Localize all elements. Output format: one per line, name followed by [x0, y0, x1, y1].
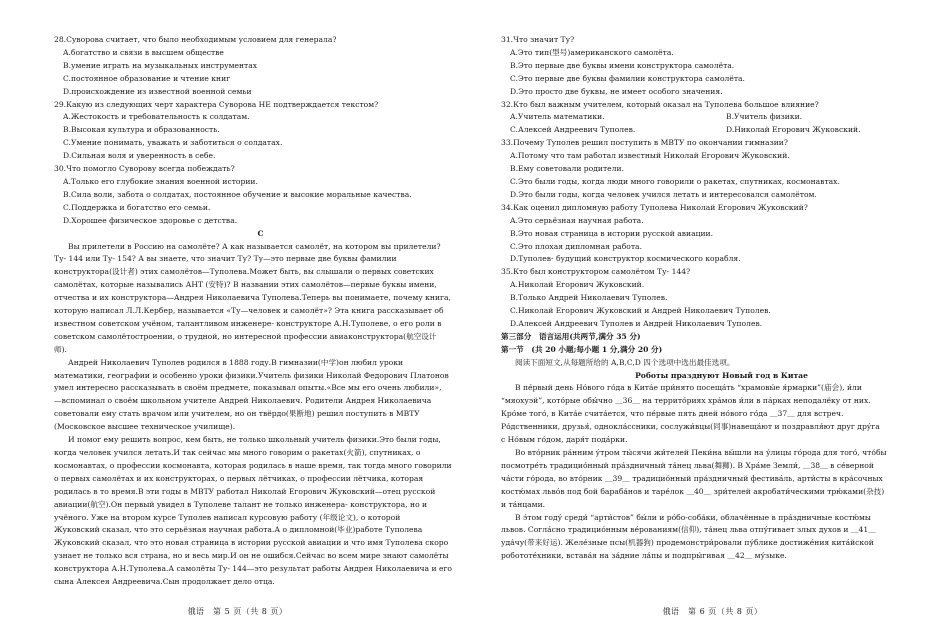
- left-text-line: B.Сила воли, забота о солдатах, постоянное обучение и высокие моральные качества.: [63, 189, 412, 199]
- right-text-line: “мяохуэй”, кото́рые обы́чно ＿36＿ на террито́риях хра́мов и́ли в па́рках неподалёку от них.: [501, 396, 871, 406]
- right-text-line: и та́нцами.: [501, 499, 546, 509]
- left-text-line: известном советском учёном, талантливом инженере- конструкторе А.Н.Туполеве, о его роли в: [54, 318, 442, 328]
- left-text-line: C.постоянное образование и чтение книг: [63, 73, 231, 83]
- left-text-line: математики, географии и особенно уроки физики.Учитель физики Николай Федорович Платонов: [54, 370, 449, 380]
- right-text-line: B.Ему советовали родители.: [510, 164, 624, 174]
- right-text-line: 第三部分 语言运用(共两节,满分 35 分): [501, 331, 641, 341]
- left-text-line: самолётах, которые назывались АНТ (安特)? В названии этих самолётов—первые буквы имени,: [54, 280, 437, 290]
- left-text-line: конструктора А.Н.Туполева.А самолёты Ту- 144—это результат работы Андрея Николаевича и его: [54, 564, 452, 574]
- left-text-line: умел интересно рассказывать в своём предмете, показывал опыты.«Все мы его очень любили»,: [54, 383, 442, 393]
- right-text-line: C.Николай Егорович Жуковский и Андрей Николаевич Туполев.: [510, 306, 771, 316]
- right-text-line: C.Это были годы, когда люди много говорили о ракетах, спутниках, космонавтах.: [510, 176, 840, 186]
- left-text-line: сына Алексея Андреевича.Сын продолжает дело отца.: [54, 577, 275, 587]
- left-text-line: космонавтах, о профессии космонавта, которая родилась в наше время, так тогда много говорили: [54, 460, 452, 470]
- left-text-line: отчества и их конструктора—Андрея Николаевича Туполева.Теперь вы понимаете, почему книга,: [54, 293, 451, 303]
- left-text-line: Ту- 144 или Ту- 154? А вы знаете, что значит Ту? Ту—это первые две буквы фамилии: [54, 254, 397, 264]
- right-page: [475, 0, 950, 631]
- right-text-line: Во вто́рник ра́нним у́тром ты́сячи жи́телей Пеки́на вы́шли на у́лицы го́рода для того́, что́бы: [515, 448, 887, 457]
- right-text-line: D.Алексей Андреевич Туполев и Андрей Николаевич Туполев.: [510, 318, 763, 328]
- left-text-line: A.Жестокость и требовательность к солдатам.: [63, 112, 250, 122]
- answer-option: A.Учитель математики.: [510, 112, 605, 122]
- right-text-line: Ро́дственники, друзья́, однокла́ссники, сослужи́вцы(同事)навеща́ют и поздравля́ют друг дру́га: [501, 422, 880, 432]
- left-text-line: A.богатство и связи в высшем обществе: [63, 47, 224, 57]
- left-text-line: B.умение играть на музыкальных инструментах: [63, 60, 258, 70]
- right-text-line: [501, 111, 942, 124]
- left-text-line: родилась в то время.В эти годы в МВТУ работал Николай Егорович Жуковский—отец русской: [54, 486, 436, 496]
- answer-option: C.Алексей Андреевич Туполев.: [510, 125, 636, 135]
- right-text-line: B.Только Андрей Николаевич Туполев.: [510, 293, 668, 303]
- right-text-line: A.Это тип(型号)американского самолёта.: [510, 47, 674, 57]
- right-text-line: [501, 124, 942, 137]
- left-text-line: C.Поддержка и богатство его семьи.: [63, 202, 211, 212]
- left-text-line: A.Только его глубокие знания военной истории.: [63, 176, 258, 186]
- right-text-line: 阅读下面短文,从每题所给的 A,B,C,D 四个选项中选出最佳选项。: [515, 357, 735, 367]
- right-text-line: B.Это первые две буквы имени конструктора самолёта.: [510, 60, 735, 70]
- right-text-line: В пе́рвый день Но́вого го́да в Кита́е при́нято посеща́ть “храмовы́е я́рмарки”(庙会), и́ли: [515, 383, 862, 393]
- left-text-line: B.Высокая культура и образованность.: [63, 125, 220, 135]
- left-text-line: Андрей Николаевич Туполев родился в 1888 году.В гимназии(中学)он любил уроки: [68, 357, 404, 367]
- left-text-line: 30.Что помогло Суворову всегда побеждать?: [54, 164, 235, 174]
- right-text-line: D.Это были годы, когда человек учился летать и интересовался самолётом.: [510, 189, 817, 199]
- left-page-footer: 俄语 第 5 页（共 8 页）: [187, 607, 288, 616]
- left-text-line: советовали ему стать врачом или учителем, но он твёрдо(果断地) решил поступить в МВТУ: [54, 409, 420, 419]
- right-text-line: с Но́вым го́дом, даря́т пода́рки.: [501, 435, 628, 445]
- left-text-line: когда человек учился летать.И так сейчас мы много говорим о ракетах(火箭), спутниках, о: [54, 448, 421, 457]
- left-text-line: И помог ему решить вопрос, кем быть, не только школьный учитель физики.Это были годы,: [68, 435, 441, 445]
- answer-option: B.Учитель физики.: [726, 112, 803, 122]
- left-text-line: (Московское высшее техническое училище).: [54, 422, 236, 432]
- right-text-line: робототе́хники, встава́я на за́дние ла́пы и подпры́гивая ＿42＿ му́зыке.: [501, 551, 787, 561]
- right-text-line: 31.Что значит Ту?: [501, 35, 575, 44]
- right-text-line: 32.Кто был важным учителем, который оказал на Туполева большое влияние?: [501, 99, 819, 109]
- right-text-line: Роботы празднуют Новый год в Китае: [635, 370, 808, 380]
- left-text-line: конструктора(设计者) этих самолётов—Туполева.Может быть, вы слышали о первых советских: [54, 267, 434, 277]
- left-text-line: Вы прилетели в Россию на самолёте? А как называется самолёт, на котором вы прилетели?: [68, 241, 441, 251]
- right-text-line: 33.Почему Туполев решил поступить в МВТУ по окончании гимназии?: [501, 138, 788, 148]
- left-text-line: 28.Суворова считает, что было необходимым условием для генерала?: [54, 35, 337, 44]
- left-text-line: 29.Какую из следующих черт характера Суворова НЕ подтверждается текстом?: [54, 99, 379, 109]
- left-text-line: D.происхождение из известной военной семьи: [63, 86, 252, 96]
- left-text-line: Жуковский сказал, что это новая страница в истории русской авиации и что имя Туполева скоро: [54, 538, 449, 548]
- right-text-line: C.Это первые две буквы фамилии конструктора самолёта.: [510, 73, 745, 83]
- right-text-line: A.Это серьёзная научная работа.: [510, 215, 644, 225]
- right-text-line: B.Это новая страница в истории русской авиации.: [510, 228, 714, 238]
- left-text-line: о первых самолётах и их конструкторах, о первых лётчиках, о профессии лётчика, которая: [54, 473, 424, 483]
- right-text-line: В э́том году́ среди́ “арти́стов” бы́ли и ро́бо-соба́ки, облачённые в пра́здничные костю́мы: [515, 512, 871, 522]
- right-page-body: [501, 34, 942, 563]
- right-text-line: Кро́ме того́, в Кита́е счита́ется, что пе́рвые пять дней но́вого го́да ＿37＿ для встреч.: [501, 409, 844, 419]
- right-text-line: 第一节 (共 20 小题;每小题 1 分,满分 20 分): [501, 344, 663, 354]
- right-text-line: 35.Кто был конструктором самолётом Ту- 144?: [501, 267, 691, 277]
- left-text-line: 师).: [54, 344, 67, 354]
- right-text-line: A.Потому что там работал известный Николай Егорович Жуковский.: [510, 151, 790, 161]
- left-text-line: D.Сильная воля и уверенность в себе.: [63, 151, 216, 161]
- answer-option: D.Николай Егорович Жуковский.: [726, 125, 861, 135]
- right-text-line: ча́сти го́рода, во вто́рник ＿39＿ традицио́нный пра́здничный фестива́ль, арти́сты в кра́сочных: [501, 473, 883, 483]
- right-text-line: львов. Согла́сно традицио́нным ве́рованиям(信仰), та́нец льва отпу́гивает злых духов и ＿41＿: [501, 525, 876, 535]
- left-text-line: D.Хорошее физическое здоровье с детства.: [63, 215, 238, 225]
- left-text-line: Жуковский сказал, что это серьёзная научная работа.А о дипломной(毕业)работе Туполева: [54, 525, 423, 535]
- right-page-footer: 俄语 第 6 页（共 8 页）: [662, 607, 763, 616]
- left-text-line: C: [257, 228, 264, 238]
- left-page-body: [54, 34, 467, 589]
- right-text-line: D.Туполев- будущий конструктор космического корабля.: [510, 254, 741, 264]
- right-text-line: 34.Как оценил дипломную работу Туполева Николай Егорович Жуковский?: [501, 202, 808, 212]
- left-text-line: которую написал Л.Л.Кербер, называется «Ту—человек и самолёт»? Эта книга рассказывает об: [54, 306, 444, 316]
- right-text-line: D.Это просто две буквы, не имеет особого значения.: [510, 86, 723, 96]
- right-text-line: уда́чу(带来好运). Желе́зные псы(机器狗) продемонстри́ровали пу́блике достиже́ния кита́йской: [501, 538, 874, 548]
- left-text-line: советском самолётостроении, о трудной, но интересной профессии авиаконструктора(航空设计: [54, 331, 437, 341]
- left-text-line: —вспоминал о своём школьном учителе Андрей Николаевич. Родители Андрея Николаевича: [54, 396, 432, 406]
- right-text-line: посмотре́ть традицио́нный пра́здничный та́нец льва(舞狮). В Хра́ме Земли́, ＿38＿ в се́верной: [501, 460, 874, 470]
- left-text-line: учёного. Уже на втором курсе Туполев написал курсовую работу (年级论文), о которой: [54, 512, 401, 522]
- left-text-line: авиации(航空).Он первый увидел в Туполеве талант не только инженера- конструктора, но и: [54, 499, 428, 509]
- right-text-line: A.Николай Егорович Жуковский.: [510, 280, 645, 290]
- right-text-line: C.Это плохая дипломная работа.: [510, 241, 642, 251]
- right-text-line: костю́мах льво́в под бой бараба́нов и таре́лок ＿40＿ зри́телей акробати́ческими трю́ками(杂技): [501, 486, 885, 496]
- left-text-line: C.Умение понимать, уважать и заботиться о солдатах.: [63, 138, 283, 148]
- left-text-line: узнает не только вся страна, но и весь мир.И он не ошибся.Сейчас во всем мире знают самолёты: [54, 551, 449, 561]
